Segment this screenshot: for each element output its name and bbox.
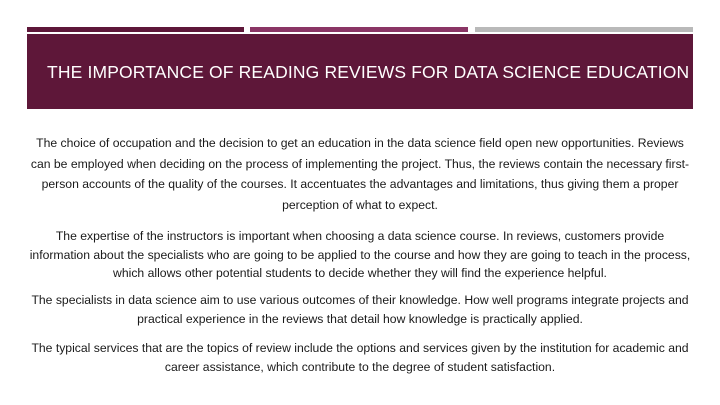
- paragraph-student-services: The typical services that are the topics of review include the options and services given by the institution for academic and career assistance, which contribute to the degree of student satisfaction.: [31, 341, 689, 374]
- accent-bar-light: [475, 27, 693, 32]
- paragraph-instructor-expertise: The expertise of the instructors is important when choosing a data science course. In reviews, customers provide information about the specialists who are going to be applied to the course and how they are going to teach in the process, which allows other potential students to decide whether they will find the experience helpful.: [29, 229, 691, 280]
- accent-bar-mid: [250, 27, 468, 32]
- accent-bar-dark: [27, 27, 244, 32]
- paragraph-occupation-choice: The choice of occupation and the decision to get an education in the data science field open new opportunities. Reviews can be employed when deciding on the process of implementing the project. Thus, the reviews contain the necessary first-person accounts of the quality of the courses. It accentuates the advantages and limitations, thus giving them a proper perception of what to expect.: [30, 136, 690, 212]
- slide-title: THE IMPORTANCE OF READING REVIEWS FOR DATA SCIENCE EDUCATION: [47, 62, 690, 82]
- paragraph-practical-experience: The specialists in data science aim to use various outcomes of their knowledge. How well programs integrate projects and practical experience in the reviews that detail how knowledge is practically applied.: [31, 293, 689, 326]
- title-banner: [27, 34, 693, 109]
